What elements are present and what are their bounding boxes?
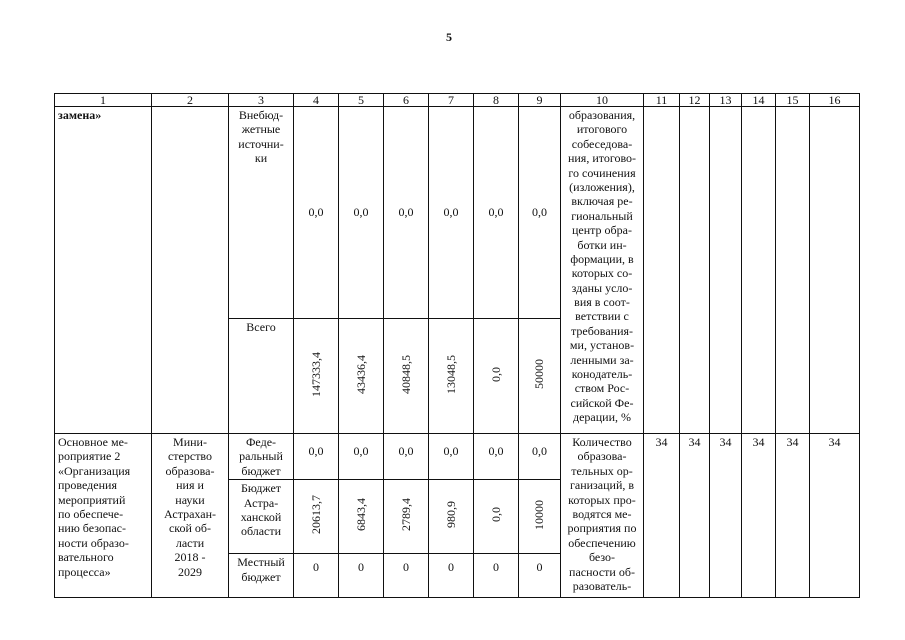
header-cell: 12 [680,94,710,107]
value-text: 980,9 [443,501,458,529]
value-cell: 0,0 [384,107,429,319]
value-cell: 0,0 [474,434,519,480]
funding-source-cell: Всего [229,319,294,434]
table-row-extrabudget [55,107,860,319]
header-row [55,94,860,107]
target-cell: 34 [742,434,776,598]
header-cell: 15 [776,94,810,107]
program-table [54,93,860,598]
value-text: 147333,4 [308,351,323,397]
value-text: 40848,5 [398,354,413,394]
activity-name-cell: замена» [55,107,152,434]
value-cell [384,480,429,554]
value-cell: 0,0 [429,107,474,319]
value-cell [474,480,519,554]
value-text: 0,0 [488,366,503,382]
value-cell: 0,0 [429,434,474,480]
value-text: 0,0 [488,507,503,523]
target-cell: 34 [810,434,860,598]
value-cell: 0 [474,554,519,598]
target-cell [810,107,860,434]
funding-source-cell: Бюджет Астра- ханской области [229,480,294,554]
value-cell: 0,0 [474,107,519,319]
target-cell [776,107,810,434]
activity-name-cell: Основное ме- роприятие 2 «Организация проведения мероприятий по обеспече- нию безопас- ности образо- вательного процесса» [55,434,152,598]
table-row-federal [55,434,860,480]
header-cell: 5 [339,94,384,107]
value-cell [339,480,384,554]
value-cell: 0,0 [294,434,339,480]
header-cell: 9 [519,94,561,107]
target-cell: 34 [644,434,680,598]
target-cell: 34 [710,434,742,598]
value-text: 43436,4 [353,354,368,394]
value-cell [519,319,561,434]
value-cell: 0 [294,554,339,598]
header-cell: 11 [644,94,680,107]
value-cell [519,480,561,554]
header-cell: 16 [810,94,860,107]
value-text: 10000 [532,499,547,530]
header-cell: 13 [710,94,742,107]
funding-source-cell: Феде- ральный бюджет [229,434,294,480]
funding-source-cell: Местный бюджет [229,554,294,598]
target-cell: 34 [776,434,810,598]
value-cell: 0,0 [519,107,561,319]
value-cell: 0 [519,554,561,598]
indicator-cell: Количество образова- тельных ор- ганизаций, в которых про- водятся ме- роприятия по обеспечению безо- пасности об- разователь- [561,434,644,598]
target-cell [644,107,680,434]
value-text: 13048,5 [443,354,458,394]
value-cell [384,319,429,434]
value-text: 50000 [532,359,547,390]
header-cell: 6 [384,94,429,107]
value-text: 20613,7 [308,495,323,535]
value-text: 6843,4 [353,498,368,532]
funding-source-cell: Внебюд- жетные источни- ки [229,107,294,319]
value-cell [339,319,384,434]
header-cell: 1 [55,94,152,107]
target-cell [742,107,776,434]
value-text: 2789,4 [398,498,413,532]
indicator-cell: образования, итогового собеседова- ния, итогово- го сочинения (изложения), включая ре- гиональный центр обра- ботки ин- формации, в которых со- зданы усло- вия в соот- ветствии с требования- ми, установ- ленными за- конодатель- ством Рос- сийской Фе- дерации, % [561,107,644,434]
value-cell: 0 [339,554,384,598]
value-cell [294,319,339,434]
value-cell: 0 [384,554,429,598]
header-cell: 2 [152,94,229,107]
executor-cell [152,107,229,434]
value-cell [474,319,519,434]
value-cell [429,480,474,554]
target-cell: 34 [680,434,710,598]
header-cell: 7 [429,94,474,107]
page-number: 5 [446,30,452,44]
value-cell [429,319,474,434]
header-cell: 4 [294,94,339,107]
header-cell: 14 [742,94,776,107]
value-cell: 0,0 [294,107,339,319]
value-cell: 0,0 [384,434,429,480]
value-cell: 0,0 [339,434,384,480]
value-cell: 0,0 [519,434,561,480]
executor-cell: Мини- стерство образова- ния и науки Астрахан- ской об- ласти 2018 - 2029 [152,434,229,598]
target-cell [710,107,742,434]
target-cell [680,107,710,434]
header-cell: 10 [561,94,644,107]
header-cell: 3 [229,94,294,107]
value-cell: 0,0 [339,107,384,319]
header-cell: 8 [474,94,519,107]
value-cell: 0 [429,554,474,598]
value-cell [294,480,339,554]
